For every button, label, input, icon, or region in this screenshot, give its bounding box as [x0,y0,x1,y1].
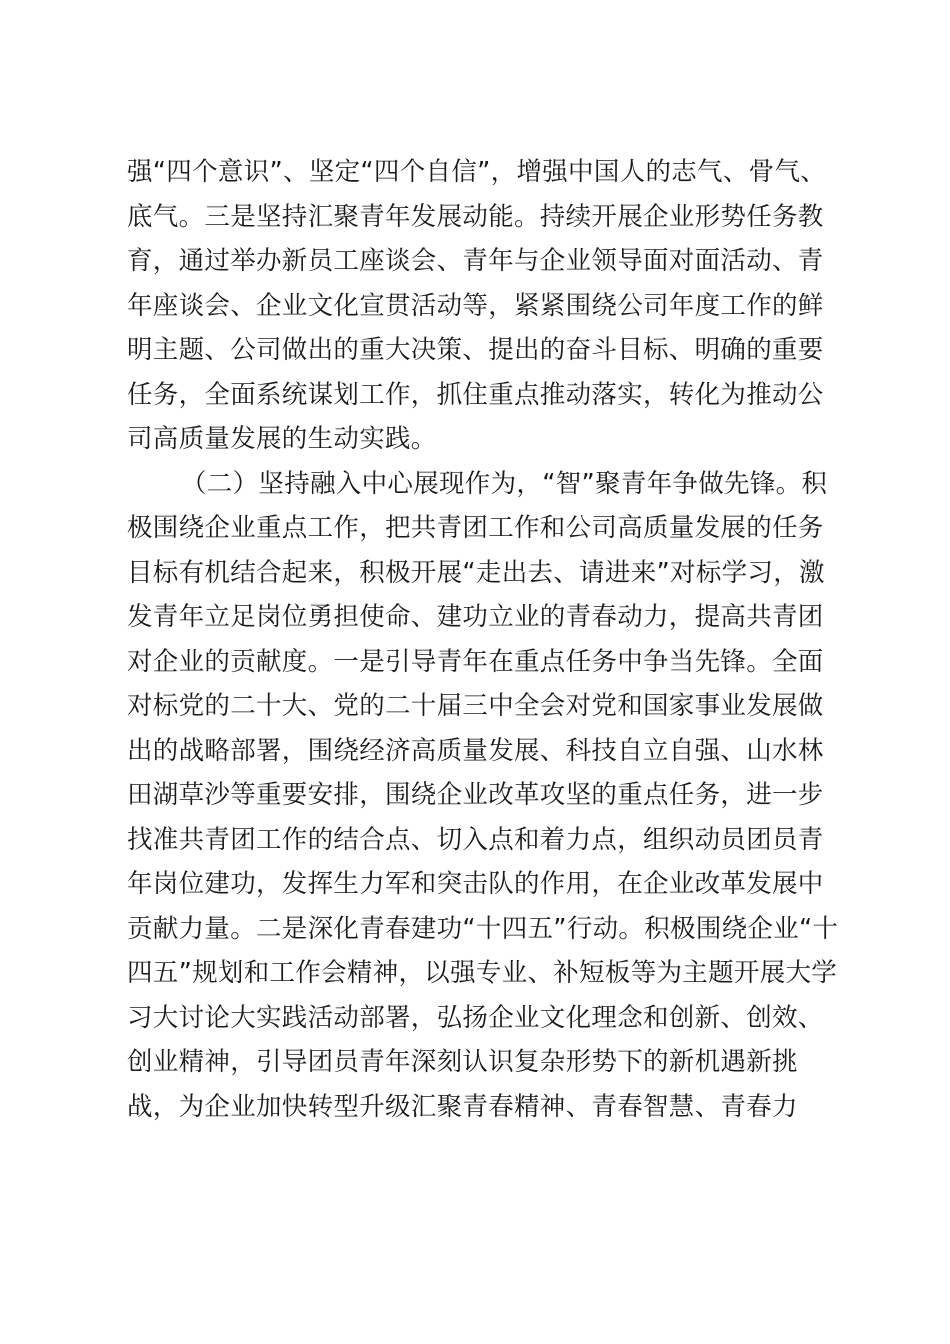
text-line: 极围绕企业重点工作，把共青团工作和公司高质量发展的任务 [127,513,824,543]
text-line: 年座谈会、企业文化宣贯活动等，紧紧围绕公司年度工作的鲜 [127,290,824,321]
text-line: 强“四个意识”、坚定“四个自信”，增强中国人的志气、骨气、 [127,157,827,187]
text-line: 对标党的二十大、党的二十届三中全会对党和国家事业发展做 [127,691,824,721]
text-line: 发青年立足岗位勇担使命、建功立业的青春动力，提高共青团 [127,602,824,632]
text-line: 司高质量发展的生动实践。 [127,424,437,454]
text-line: 四五”规划和工作会精神，以强专业、补短板等为主题开展大学 [127,958,838,988]
body-text [127,150,839,1129]
text-line: 出的战略部署，围绕经济高质量发展、科技自立自强、山水林 [127,735,824,766]
text-line: 对企业的贡献度。一是引导青年在重点任务中争当先锋。全面 [127,646,824,677]
text-line: 目标有机结合起来，积极开展“走出去、请进来”对标学习，激 [127,557,825,588]
text-line: 创业精神，引导团员青年深刻认识复杂形势下的新机遇新挑 [127,1047,798,1077]
text-line: 明主题、公司做出的重大决策、提出的奋斗目标、明确的重要 [127,335,824,365]
text-line: 年岗位建功，发挥生力军和突击队的作用，在企业改革发展中 [127,869,824,899]
section-heading-line: （二）坚持融入中心展现作为，“智”聚青年争做先锋。积 [181,468,828,499]
text-line: 育，通过举办新员工座谈会、青年与企业领导面对面活动、青 [127,246,824,276]
text-line: 找准共青团工作的结合点、切入点和着力点，组织动员团员青 [127,824,824,855]
text-line: 田湖草沙等重要安排，围绕企业改革攻坚的重点任务，进一步 [127,780,824,810]
text-line: 底气。三是坚持汇聚青年发展动能。持续开展企业形势任务教 [127,201,824,232]
text-line: 贡献力量。二是深化青春建功“十四五”行动。积极围绕企业“十 [127,913,839,944]
text-line: 任务，全面系统谋划工作，抓住重点推动落实，转化为推动公 [127,379,824,410]
text-line: 习大讨论大实践活动部署，弘扬企业文化理念和创新、创效、 [127,1002,824,1033]
text-line: 战，为企业加快转型升级汇聚青春精神、青春智慧、青春力 [127,1091,798,1122]
